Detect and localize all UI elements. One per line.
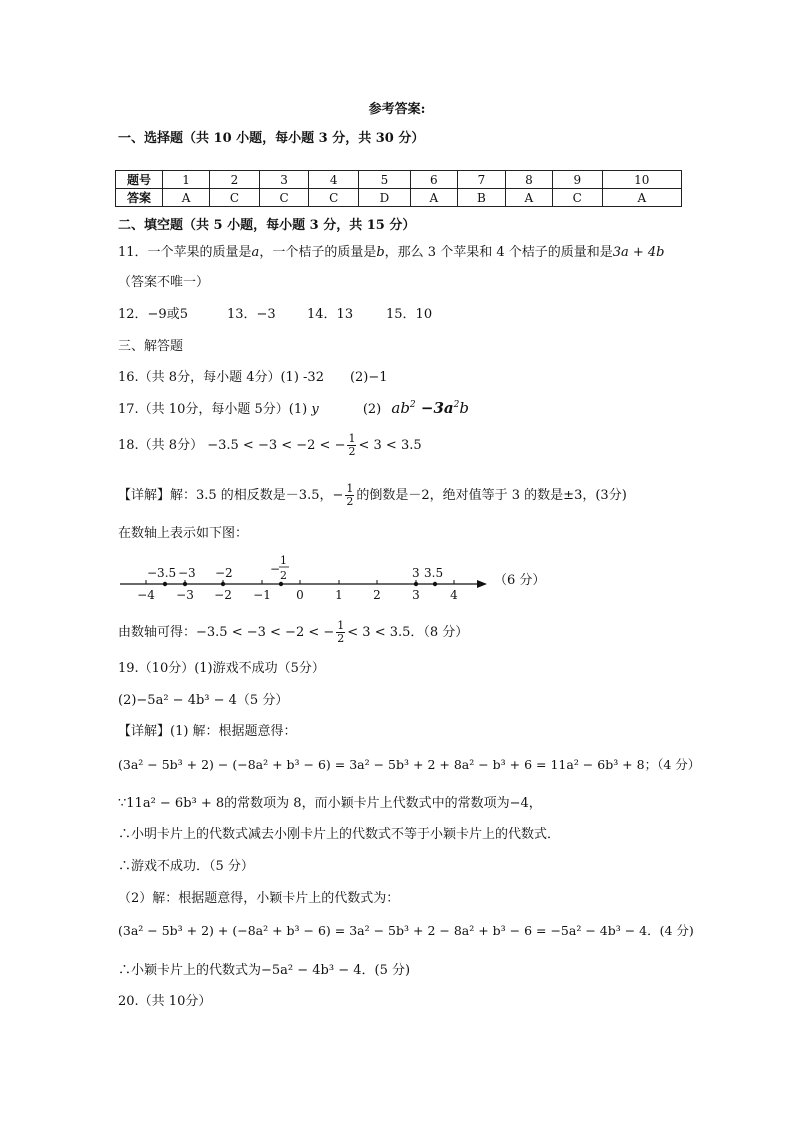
- table-cell: C: [210, 189, 260, 207]
- section-2-heading: 二、填空题（共 5 小题，每小题 3 分，共 15 分）: [118, 218, 416, 233]
- question-18: 18.（共 8分） −3.5 < −3 < −2 < − $\frac{1}{2}$ < 3 < 3.5: [118, 432, 422, 458]
- question-19-detail: 【详解】(1) 解：根据题意得：: [118, 724, 297, 739]
- reason-2: ∴小明卡片上的代数式减去小刚卡片上的代数式不等于小颖卡片上的代数式．: [118, 827, 561, 842]
- fraction: $\frac{1}{2}$: [346, 482, 354, 508]
- table-cell: A: [602, 189, 681, 207]
- answer-expression: 3a + 4b: [612, 245, 665, 260]
- reason-1: ∵11a² − 6b³ + 8的常数项为 8，而小颖卡片上代数式中的常数项为−4，: [118, 796, 542, 811]
- table-cell: C: [259, 189, 309, 207]
- point-marker: [183, 582, 187, 586]
- q17-expression: $ab^2 -3a^2b$: [391, 399, 469, 417]
- question-16: 16.（共 8分，每小题 4分）(1) -32 (2)−1: [118, 370, 388, 385]
- table-cell: A: [163, 189, 210, 207]
- question-19-part2-intro: （2）解：根据题意得，小颖卡片上的代数式为：: [118, 891, 400, 906]
- number-line-score: （6 分）: [494, 573, 546, 588]
- question-13: 13．−3: [227, 307, 276, 322]
- table-cell: 5: [359, 171, 411, 189]
- answer-table: [115, 170, 682, 207]
- number-line: [115, 548, 545, 604]
- table-row-answers: [116, 189, 682, 207]
- question-11: 11．一个苹果的质量是a，一个桔子的质量是b，那么 3 个苹果和 4 个桔子的质量和是3a + 4b: [118, 245, 665, 260]
- table-cell: 6: [410, 171, 457, 189]
- table-cell: 9: [552, 171, 602, 189]
- row-label-question: 题号: [116, 171, 163, 189]
- arrow-icon: [477, 580, 487, 588]
- tick-label: −1: [253, 588, 271, 602]
- tick-label: −3: [176, 588, 194, 602]
- fraction: $\frac{1}{2}$: [337, 619, 345, 645]
- point-label: 1: [280, 554, 287, 567]
- question-11-note: （答案不唯一）: [118, 275, 210, 290]
- table-cell: B: [457, 189, 505, 207]
- point-label: −2: [215, 566, 233, 580]
- question-19: 19.（10分）(1)游戏不成功（5分）: [118, 661, 325, 676]
- page-title: 参考答案:: [368, 102, 426, 117]
- question-19-part2: (2)−5a² − 4b³ − 4（5 分）: [118, 693, 289, 708]
- table-cell: C: [552, 189, 602, 207]
- point-marker: [433, 582, 437, 586]
- question-12: 12．−9或5: [118, 307, 188, 322]
- point-label: 3: [412, 566, 420, 580]
- point-label: 3.5: [424, 566, 444, 580]
- question-15: 15．10: [386, 307, 433, 322]
- table-cell: A: [410, 189, 457, 207]
- detail-18: 【详解】解：3.5 的相反数是－3.5，− $\frac{1}{2}$ 的倒数是－2，绝对值等于 3 的数是±3，(3分): [118, 482, 627, 508]
- point-label: −3: [178, 566, 196, 580]
- tick-label: 4: [450, 588, 458, 602]
- point-label: −: [270, 562, 281, 576]
- point-label: −3.5: [147, 566, 177, 580]
- table-cell: 8: [505, 171, 552, 189]
- point-marker: [221, 582, 225, 586]
- table-cell: C: [309, 189, 359, 207]
- result-18: 由数轴可得：−3.5 < −3 < −2 < − $\frac{1}{2}$ < 3 < 3.5．（8 分）: [118, 619, 469, 645]
- tick-label: 1: [335, 588, 343, 602]
- row-label-answer: 答案: [116, 189, 163, 207]
- conclusion: ∴小颖卡片上的代数式为−5a² − 4b³ − 4．(5 分): [118, 963, 411, 978]
- fraction: $\frac{1}{2}$: [348, 432, 356, 458]
- question-17: 17.（共 10分，每小题 5分）(1) y (2) $ab^2 -3a^2b$: [118, 399, 469, 417]
- section-3-heading: 三、解答题: [118, 339, 184, 354]
- equation-2: (3a² − 5b³ + 2) + (−8a² + b³ − 6) = 3a² − 5b³ + 2 − 8a² + b³ − 6 = −5a² − 4b³ − 4．(4 分): [118, 923, 694, 938]
- point-marker: [279, 582, 283, 586]
- tick-label: −2: [214, 588, 232, 602]
- point-marker: [163, 582, 167, 586]
- tick-label: −4: [137, 588, 155, 602]
- table-cell: 4: [309, 171, 359, 189]
- table-cell: A: [505, 189, 552, 207]
- tick-label: 2: [373, 588, 381, 602]
- point-label: 2: [280, 569, 287, 582]
- reason-3: ∴游戏不成功．（5 分）: [118, 859, 254, 874]
- table-cell: 2: [210, 171, 260, 189]
- table-row-numbers: [116, 171, 682, 189]
- question-14: 14．13: [307, 307, 354, 322]
- table-cell: D: [359, 189, 411, 207]
- number-line-caption: 在数轴上表示如下图：: [118, 526, 249, 541]
- section-1-heading: 一、选择题（共 10 小题，每小题 3 分，共 30 分）: [118, 131, 425, 146]
- table-cell: 1: [163, 171, 210, 189]
- equation-1: (3a² − 5b³ + 2) − (−8a² + b³ − 6) = 3a² − 5b³ + 2 + 8a² − b³ + 6 = 11a² − 6b³ + 8；（4 分）: [118, 757, 701, 772]
- table-cell: 10: [602, 171, 681, 189]
- question-20: 20.（共 10分）: [118, 994, 212, 1009]
- tick-label: 3: [412, 588, 420, 602]
- tick-label: 0: [296, 588, 304, 602]
- table-cell: 3: [259, 171, 309, 189]
- point-marker: [414, 582, 418, 586]
- table-cell: 7: [457, 171, 505, 189]
